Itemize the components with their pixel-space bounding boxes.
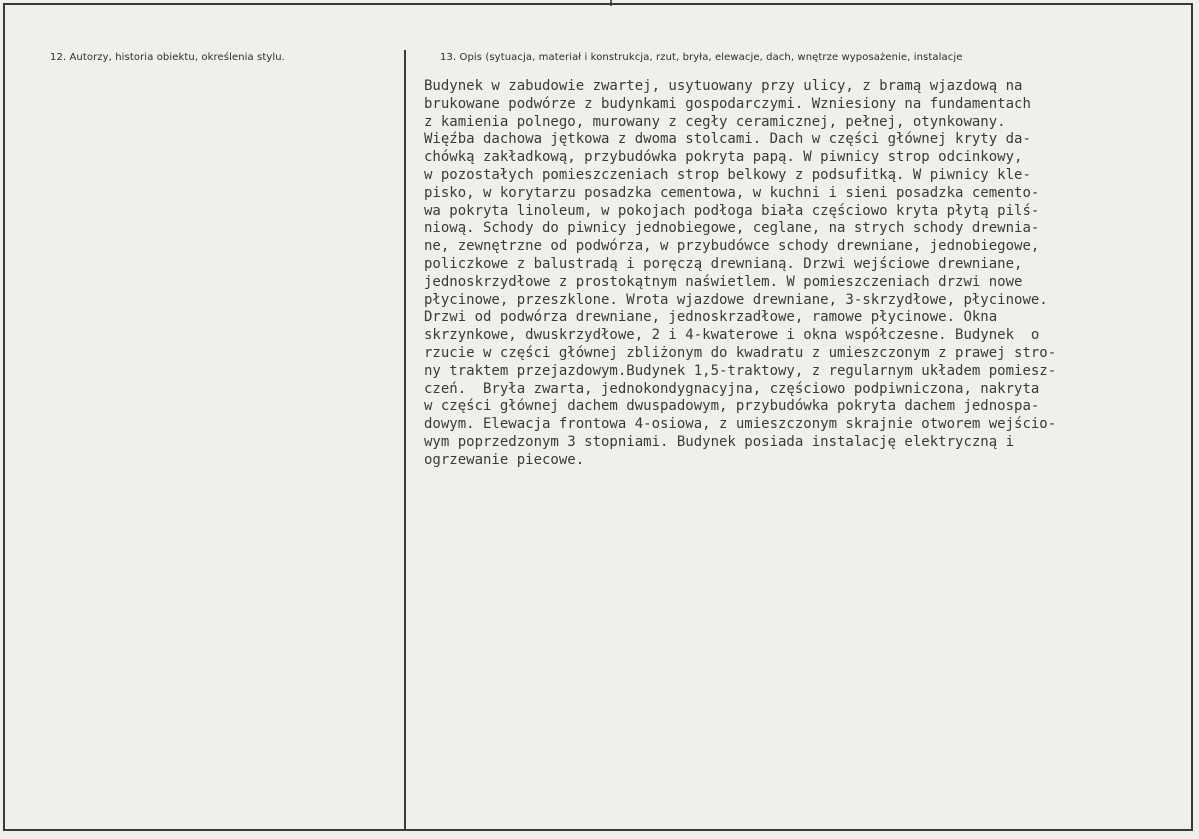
column-divider — [404, 50, 406, 830]
description-line: w części głównej dachem dwuspadowym, przybudówka pokryta dachem jednospa- — [424, 398, 1040, 415]
description-line: Budynek w zabudowie zwartej, usytuowany przy ulicy, z bramą wjazdową na — [424, 78, 1023, 94]
description-line: policzkowe z balustradą i poręczą drewnianą. Drzwi wejściowe drewniane, — [424, 255, 1023, 272]
description-line: chówką zakładkową, przybudówka pokryta papą. W piwnicy strop odcinkowy, — [424, 149, 1023, 166]
description-line: brukowane podwórze z budynkami gospodarczymi. Wzniesiony na fundamentach — [424, 95, 1031, 112]
description-line: w pozostałych pomieszczeniach strop belkowy z podsufitką. W piwnicy kle- — [424, 166, 1031, 183]
description-line: ogrzewanie piecowe. — [424, 451, 585, 468]
section-13-heading: 13. Opis (sytuacja, materiał i konstrukcja, rzut, bryła, elewacje, dach, wnętrze wyposażenie, instalacje — [440, 52, 963, 63]
section-12-heading: 12. Autorzy, historia obiektu, określenia stylu. — [50, 52, 285, 63]
description-line: rzucie w części głównej zbliżonym do kwadratu z umieszczonym z prawej stro- — [424, 344, 1057, 361]
description-line: skrzynkowe, dwuskrzydłowe, 2 i 4-kwaterowe i okna współczesne. Budynek o — [424, 327, 1040, 344]
description-line: płycinowe, przeszklone. Wrota wjazdowe drewniane, 3-skrzydłowe, płycinowe. — [424, 291, 1048, 308]
section-13-description — [424, 78, 1174, 470]
description-line: pisko, w korytarzu posadzka cementowa, w kuchni i sieni posadzka cemento- — [424, 184, 1040, 201]
description-line: ny traktem przejazdowym.Budynek 1,5-traktowy, z regularnym układem pomiesz- — [424, 362, 1057, 379]
description-line: jednoskrzydłowe z prostokątnym naświetlem. W pomieszczeniach drzwi nowe — [424, 273, 1023, 290]
description-line: Drzwi od podwórza drewniane, jednoskrzadłowe, ramowe płycinowe. Okna — [424, 309, 998, 326]
description-line: Więźba dachowa jętkowa z dwoma stolcami. Dach w części głównej kryty da- — [424, 131, 1031, 148]
description-line: ne, zewnętrzne od podwórza, w przybudówce schody drewniane, jednobiegowe, — [424, 238, 1040, 255]
description-line: z kamienia polnego, murowany z cegły ceramicznej, pełnej, otynkowany. — [424, 113, 1006, 130]
description-line: dowym. Elewacja frontowa 4-osiowa, z umieszczonym skrajnie otworem wejścio- — [424, 416, 1057, 433]
description-line: wym poprzedzonym 3 stopniami. Budynek posiada instalację elektryczną i — [424, 433, 1015, 450]
description-line: wa pokryta linoleum, w pokojach podłoga biała częściowo kryta płytą pilś- — [424, 202, 1040, 219]
description-line: niową. Schody do piwnicy jednobiegowe, ceglane, na strych schody drewnia- — [424, 220, 1040, 237]
description-line: czeń. Bryła zwarta, jednokondygnacyjna, częściowo podpiwniczona, nakryta — [424, 380, 1040, 397]
